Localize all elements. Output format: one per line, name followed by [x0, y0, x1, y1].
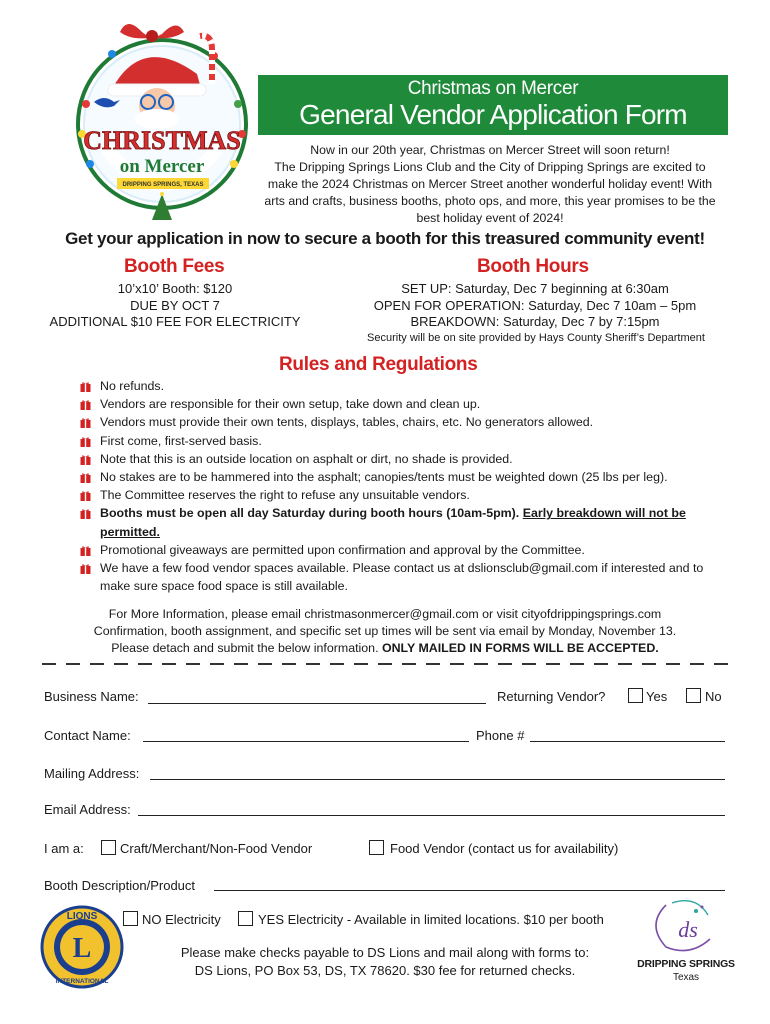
rule-item: [78, 432, 718, 450]
contact-name-label: Contact Name:: [44, 728, 131, 743]
booth-fees-heading: Booth Fees: [124, 256, 225, 277]
hours-line: OPEN FOR OPERATION: Saturday, Dec 7 10am – 5pm: [373, 297, 697, 313]
rule-text: The Committee reserves the right to refuse any unsuitable vendors.: [100, 488, 470, 503]
craft-vendor-checkbox[interactable]: [101, 840, 116, 855]
rule-text: First come, first-served basis.: [100, 433, 262, 448]
returning-no-checkbox[interactable]: [686, 688, 701, 703]
rules-list: [78, 377, 718, 595]
rule-text: No stakes are to be hammered into the asphalt; canopies/tents must be weighted down (25 lbs per leg).: [100, 470, 668, 485]
rule-text: No refunds.: [100, 379, 165, 393]
fee-line: DUE BY OCT 7: [130, 297, 220, 313]
detach-text: Please detach and submit the below information.: [111, 641, 379, 655]
booth-hours-list: [360, 281, 710, 331]
gift-icon: [80, 545, 91, 556]
vendor-type-label: I am a:: [44, 841, 84, 856]
fee-line: ADDITIONAL $10 FEE FOR ELECTRICITY: [49, 314, 301, 329]
lions-bottom-text: INTERNATIONAL: [55, 978, 109, 985]
intro-line: The Dripping Springs Lions Club and the City of Dripping Springs are excited to: [274, 160, 706, 174]
lions-club-logo: [40, 905, 124, 989]
contact-name-field[interactable]: [143, 741, 469, 742]
booth-description-label: Booth Description/Product: [44, 878, 196, 893]
more-info-line: For More Information, please email christmasonmercer@gmail.com or visit cityofdrippingsprings.com: [108, 607, 662, 621]
intro-line: Now in our 20th year, Christmas on Mercer Street will soon return!: [310, 143, 670, 157]
gift-icon: [80, 563, 91, 574]
phone-label: Phone #: [476, 728, 525, 743]
gift-icon: [80, 381, 91, 392]
rule-item: [78, 559, 718, 595]
gift-icon: [80, 454, 91, 465]
rule-item: [78, 504, 718, 540]
ds-script: ds: [678, 917, 698, 942]
mailing-address-field[interactable]: [150, 779, 725, 780]
form-title: General Vendor Application Form: [299, 99, 687, 130]
lions-top-text: LIONS: [66, 911, 98, 922]
tagline: Get your application in now to secure a booth for this treasured community event!: [65, 229, 705, 248]
rule-text: Vendors must provide their own tents, displays, tables, chairs, etc. No generators allowed.: [100, 415, 594, 430]
gift-icon: [80, 436, 91, 447]
rule-text: Booths must be open all day Saturday during booth hours (10am-5pm).: [100, 506, 520, 521]
dripping-springs-logo: [626, 895, 746, 985]
logo-ribbon: DRIPPING SPRINGS, TEXAS: [122, 182, 204, 188]
booth-description-field[interactable]: [214, 890, 725, 891]
business-name-field[interactable]: [148, 703, 486, 704]
returning-yes-label: Yes: [646, 689, 668, 704]
email-address-field[interactable]: [138, 815, 725, 816]
rule-item: [78, 450, 718, 468]
hours-line: SET UP: Saturday, Dec 7 beginning at 6:30am: [401, 281, 669, 296]
ds-texas: Texas: [672, 972, 700, 983]
rule-item: [78, 486, 718, 504]
intro-paragraph: [250, 142, 730, 227]
logo-subtitle: on Mercer: [119, 156, 205, 177]
booth-hours-heading: Booth Hours: [477, 256, 589, 277]
intro-line: make the 2024 Christmas on Mercer Street another wonderful holiday event! With: [267, 177, 713, 191]
returning-no-label: No: [705, 689, 722, 704]
gift-icon: [80, 399, 91, 410]
payment-line: DS Lions, PO Box 53, DS, TX 78620. $30 fee for returned checks.: [194, 963, 576, 978]
security-note: Security will be on site provided by Hays County Sheriff’s Department: [367, 332, 705, 344]
rule-item: [78, 468, 718, 486]
mailing-address-label: Mailing Address:: [44, 766, 140, 781]
payment-instructions: [160, 944, 610, 980]
yes-electricity-checkbox[interactable]: [238, 911, 253, 926]
business-name-label: Business Name:: [44, 689, 139, 704]
payment-line: Please make checks payable to DS Lions and mail along with forms to:: [180, 945, 590, 960]
intro-line: best holiday event of 2024!: [416, 211, 564, 225]
rule-item: [78, 377, 718, 395]
phone-field[interactable]: [530, 741, 725, 742]
detach-line: [42, 663, 732, 665]
ds-name: DRIPPING SPRINGS: [637, 958, 735, 970]
rule-item: [78, 541, 718, 559]
rule-emphasis: Early breakdown will not be permitted.: [100, 506, 686, 539]
mail-only-note: ONLY MAILED IN FORMS WILL BE ACCEPTED.: [381, 641, 659, 655]
lions-letter: L: [72, 933, 92, 964]
gift-icon: [80, 472, 91, 483]
food-vendor-label: Food Vendor (contact us for availability): [390, 841, 619, 856]
logo-title: CHRISTMAS: [83, 126, 241, 155]
gift-icon: [80, 417, 91, 428]
rule-text: We have a few food vendor spaces available. Please contact us at dslionsclub@gmail.com if interested and to make sure space food space is still available.: [100, 561, 704, 594]
more-info-line: [40, 640, 730, 657]
rule-item: [78, 413, 718, 431]
returning-yes-checkbox[interactable]: [628, 688, 643, 703]
more-info: [40, 606, 730, 657]
more-info-line: Confirmation, booth assignment, and specific set up times will be sent via email by Monday, November 13.: [93, 624, 677, 638]
intro-line: arts and crafts, business booths, photo ops, and more, this year promises to be the: [264, 194, 716, 208]
fee-line: 10’x10’ Booth: $120: [117, 281, 233, 296]
rule-text: Note that this is an outside location on asphalt or dirt, no shade is provided.: [100, 451, 513, 466]
yes-electricity-label: YES Electricity - Available in limited locations. $10 per booth: [258, 912, 604, 927]
rule-item: [78, 395, 718, 413]
booth-fees-list: [40, 281, 310, 331]
gift-icon: [80, 508, 91, 519]
band-subtitle: Christmas on Mercer: [407, 78, 579, 99]
craft-vendor-label: Craft/Merchant/Non-Food Vendor: [120, 841, 313, 856]
rule-text: Vendors are responsible for their own setup, take down and clean up.: [100, 397, 481, 412]
email-address-label: Email Address:: [44, 802, 131, 817]
returning-vendor-label: Returning Vendor?: [497, 689, 606, 704]
gift-icon: [80, 490, 91, 501]
food-vendor-checkbox[interactable]: [369, 840, 384, 855]
no-electricity-label: NO Electricity: [142, 912, 221, 927]
hours-line: BREAKDOWN: Saturday, Dec 7 by 7:15pm: [410, 314, 660, 329]
title-band: [258, 75, 728, 135]
christmas-on-mercer-logo: [72, 14, 252, 224]
no-electricity-checkbox[interactable]: [123, 911, 138, 926]
rule-text: Promotional giveaways are permitted upon confirmation and approval by the Committee.: [100, 542, 585, 557]
rules-heading: Rules and Regulations: [279, 354, 478, 375]
